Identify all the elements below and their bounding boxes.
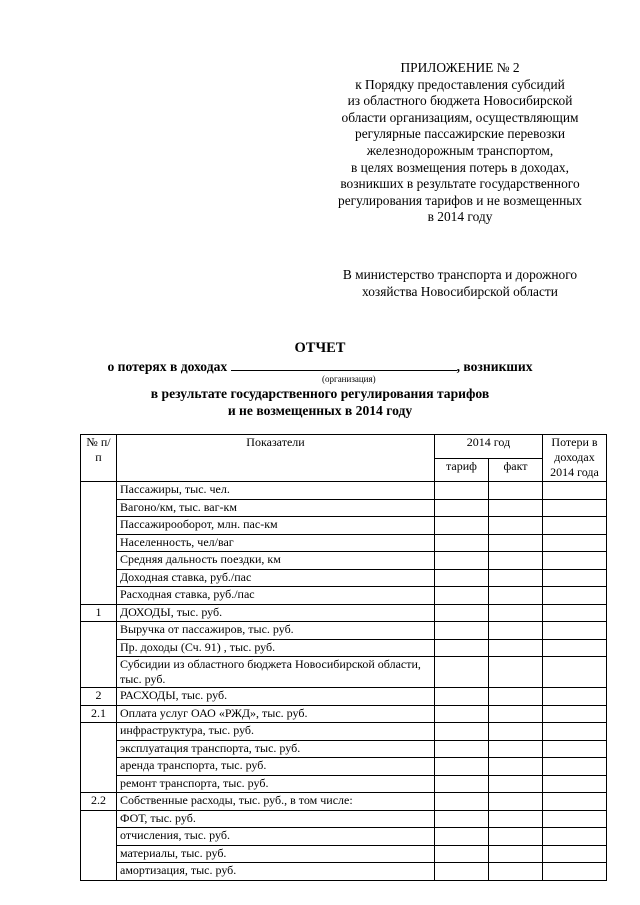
tariff-cell[interactable] bbox=[435, 758, 489, 776]
table-row bbox=[81, 534, 607, 552]
tariff-cell[interactable] bbox=[435, 845, 489, 863]
losses-cell[interactable] bbox=[543, 569, 607, 587]
row-indicator: ДОХОДЫ, тыс. руб. bbox=[117, 604, 435, 622]
report-subtitle-line bbox=[0, 357, 640, 375]
header-losses: Потери в доходах 2014 года bbox=[543, 435, 607, 482]
organization-hint: (организация) bbox=[322, 374, 376, 384]
tariff-cell[interactable] bbox=[435, 604, 489, 622]
losses-cell[interactable] bbox=[543, 758, 607, 776]
tariff-cell[interactable] bbox=[435, 828, 489, 846]
table-row bbox=[81, 587, 607, 605]
table-row bbox=[81, 482, 607, 500]
losses-cell[interactable] bbox=[543, 657, 607, 688]
fact-cell[interactable] bbox=[489, 569, 543, 587]
tariff-cell[interactable] bbox=[435, 688, 489, 706]
table-row bbox=[81, 810, 607, 828]
tariff-cell[interactable] bbox=[435, 740, 489, 758]
report-subtitle-suffix: , возникших bbox=[456, 359, 533, 374]
report-subtitle-line2: в результате государственного регулирования тарифов bbox=[150, 386, 490, 401]
table-row bbox=[81, 723, 607, 741]
fact-cell[interactable] bbox=[489, 863, 543, 881]
fact-cell[interactable] bbox=[489, 758, 543, 776]
row-number: 2.2 bbox=[81, 793, 117, 811]
row-indicator: инфраструктура, тыс. руб. bbox=[117, 723, 435, 741]
row-indicator: амортизация, тыс. руб. bbox=[117, 863, 435, 881]
row-indicator: материалы, тыс. руб. bbox=[117, 845, 435, 863]
losses-cell[interactable] bbox=[543, 552, 607, 570]
appendix-line: области организациям, осуществляющим bbox=[341, 109, 579, 125]
header-tariff: тариф bbox=[435, 458, 489, 482]
table-row bbox=[81, 775, 607, 793]
table-row bbox=[81, 845, 607, 863]
losses-cell[interactable] bbox=[543, 723, 607, 741]
losses-cell[interactable] bbox=[543, 482, 607, 500]
addressee-block bbox=[300, 266, 620, 300]
appendix-block bbox=[300, 60, 620, 226]
fact-cell[interactable] bbox=[489, 705, 543, 723]
table-row bbox=[81, 740, 607, 758]
header-indicators: Показатели bbox=[117, 435, 435, 482]
report-subtitle-prefix: о потерях в доходах bbox=[107, 359, 228, 374]
fact-cell[interactable] bbox=[489, 534, 543, 552]
table-row bbox=[81, 622, 607, 640]
losses-cell[interactable] bbox=[543, 793, 607, 811]
report-subtitle-line3: и не возмещенных в 2014 году bbox=[227, 402, 413, 418]
fact-cell[interactable] bbox=[489, 604, 543, 622]
losses-cell[interactable] bbox=[543, 587, 607, 605]
tariff-cell[interactable] bbox=[435, 863, 489, 881]
row-indicator: Пр. доходы (Сч. 91) , тыс. руб. bbox=[117, 639, 435, 657]
table-row bbox=[81, 863, 607, 881]
row-indicator: Доходная ставка, руб./пас bbox=[117, 569, 435, 587]
row-indicator: РАСХОДЫ, тыс. руб. bbox=[117, 688, 435, 706]
appendix-line: в 2014 году bbox=[427, 209, 493, 225]
table-row bbox=[81, 517, 607, 535]
row-number bbox=[81, 810, 117, 880]
appendix-line: из областного бюджета Новосибирской bbox=[347, 93, 573, 109]
fact-cell[interactable] bbox=[489, 740, 543, 758]
tariff-cell[interactable] bbox=[435, 482, 489, 500]
appendix-line: возникших в результате государственного bbox=[340, 176, 580, 192]
fact-cell[interactable] bbox=[489, 499, 543, 517]
row-indicator: аренда транспорта, тыс. руб. bbox=[117, 758, 435, 776]
losses-cell[interactable] bbox=[543, 863, 607, 881]
losses-cell[interactable] bbox=[543, 705, 607, 723]
fact-cell[interactable] bbox=[489, 723, 543, 741]
row-indicator: Собственные расходы, тыс. руб., в том числе: bbox=[117, 793, 435, 811]
losses-cell[interactable] bbox=[543, 810, 607, 828]
fact-cell[interactable] bbox=[489, 845, 543, 863]
row-indicator: ремонт транспорта, тыс. руб. bbox=[117, 775, 435, 793]
addressee-line: В министерство транспорта и дорожного bbox=[342, 267, 578, 282]
tariff-cell[interactable] bbox=[435, 552, 489, 570]
row-number bbox=[81, 482, 117, 605]
table-row bbox=[81, 604, 607, 622]
losses-cell[interactable] bbox=[543, 499, 607, 517]
row-indicator: Оплата услуг ОАО «РЖД», тыс. руб. bbox=[117, 705, 435, 723]
tariff-cell[interactable] bbox=[435, 499, 489, 517]
tariff-cell[interactable] bbox=[435, 517, 489, 535]
row-indicator: эксплуатация транспорта, тыс. руб. bbox=[117, 740, 435, 758]
tariff-cell[interactable] bbox=[435, 622, 489, 640]
table-row bbox=[81, 552, 607, 570]
losses-cell[interactable] bbox=[543, 534, 607, 552]
tariff-cell[interactable] bbox=[435, 810, 489, 828]
tariff-cell[interactable] bbox=[435, 587, 489, 605]
losses-cell[interactable] bbox=[543, 639, 607, 657]
fact-cell[interactable] bbox=[489, 793, 543, 811]
fact-cell[interactable] bbox=[489, 517, 543, 535]
row-indicator: Вагоно/км, тыс. ваг-км bbox=[117, 499, 435, 517]
losses-cell[interactable] bbox=[543, 622, 607, 640]
row-indicator: Населенность, чел/ваг bbox=[117, 534, 435, 552]
table-row bbox=[81, 657, 607, 688]
losses-cell[interactable] bbox=[543, 845, 607, 863]
fact-cell[interactable] bbox=[489, 810, 543, 828]
losses-cell[interactable] bbox=[543, 604, 607, 622]
table-row bbox=[81, 793, 607, 811]
tariff-cell[interactable] bbox=[435, 793, 489, 811]
row-number: 2 bbox=[81, 688, 117, 706]
row-number: 2.1 bbox=[81, 705, 117, 723]
row-indicator: Субсидии из областного бюджета Новосибирской области, тыс. руб. bbox=[117, 657, 435, 688]
row-indicator: Выручка от пассажиров, тыс. руб. bbox=[117, 622, 435, 640]
tariff-cell[interactable] bbox=[435, 657, 489, 688]
fact-cell[interactable] bbox=[489, 688, 543, 706]
tariff-cell[interactable] bbox=[435, 775, 489, 793]
table-row bbox=[81, 569, 607, 587]
table-row bbox=[81, 828, 607, 846]
row-number bbox=[81, 723, 117, 793]
tariff-cell[interactable] bbox=[435, 723, 489, 741]
row-number: 1 bbox=[81, 604, 117, 622]
report-subtitle-continuation bbox=[0, 386, 640, 419]
row-indicator: Пассажиры, тыс. чел. bbox=[117, 482, 435, 500]
row-indicator: Средняя дальность поездки, км bbox=[117, 552, 435, 570]
appendix-line: железнодорожным транспортом, bbox=[366, 142, 554, 158]
fact-cell[interactable] bbox=[489, 587, 543, 605]
tariff-cell[interactable] bbox=[435, 569, 489, 587]
organization-blank-field[interactable] bbox=[231, 357, 457, 371]
report-title: ОТЧЕТ bbox=[294, 340, 346, 356]
losses-cell[interactable] bbox=[543, 517, 607, 535]
table-row bbox=[81, 688, 607, 706]
row-indicator: ФОТ, тыс. руб. bbox=[117, 810, 435, 828]
appendix-line: в целях возмещения потерь в доходах, bbox=[351, 159, 569, 175]
table-row bbox=[81, 758, 607, 776]
fact-cell[interactable] bbox=[489, 639, 543, 657]
losses-cell[interactable] bbox=[543, 740, 607, 758]
appendix-line: регулярные пассажирские перевозки bbox=[355, 126, 565, 142]
report-table bbox=[80, 434, 607, 881]
fact-cell[interactable] bbox=[489, 482, 543, 500]
table-header-row bbox=[81, 435, 607, 459]
addressee-line: хозяйства Новосибирской области bbox=[362, 284, 558, 299]
row-indicator: Расходная ставка, руб./пас bbox=[117, 587, 435, 605]
table-row bbox=[81, 499, 607, 517]
fact-cell[interactable] bbox=[489, 552, 543, 570]
table-row bbox=[81, 639, 607, 657]
row-indicator: отчисления, тыс. руб. bbox=[117, 828, 435, 846]
fact-cell[interactable] bbox=[489, 775, 543, 793]
fact-cell[interactable] bbox=[489, 622, 543, 640]
losses-cell[interactable] bbox=[543, 688, 607, 706]
row-indicator: Пассажирооборот, млн. пас-км bbox=[117, 517, 435, 535]
header-fact: факт bbox=[489, 458, 543, 482]
table-row bbox=[81, 705, 607, 723]
header-num: № п/п bbox=[81, 435, 117, 482]
losses-cell[interactable] bbox=[543, 775, 607, 793]
row-number bbox=[81, 622, 117, 688]
losses-cell[interactable] bbox=[543, 828, 607, 846]
header-year: 2014 год bbox=[435, 435, 543, 459]
appendix-line: регулирования тарифов и не возмещенных bbox=[338, 192, 582, 208]
appendix-title: ПРИЛОЖЕНИЕ № 2 bbox=[400, 60, 520, 75]
fact-cell[interactable] bbox=[489, 828, 543, 846]
tariff-cell[interactable] bbox=[435, 639, 489, 657]
tariff-cell[interactable] bbox=[435, 534, 489, 552]
appendix-line: к Порядку предоставления субсидий bbox=[355, 76, 565, 92]
tariff-cell[interactable] bbox=[435, 705, 489, 723]
fact-cell[interactable] bbox=[489, 657, 543, 688]
